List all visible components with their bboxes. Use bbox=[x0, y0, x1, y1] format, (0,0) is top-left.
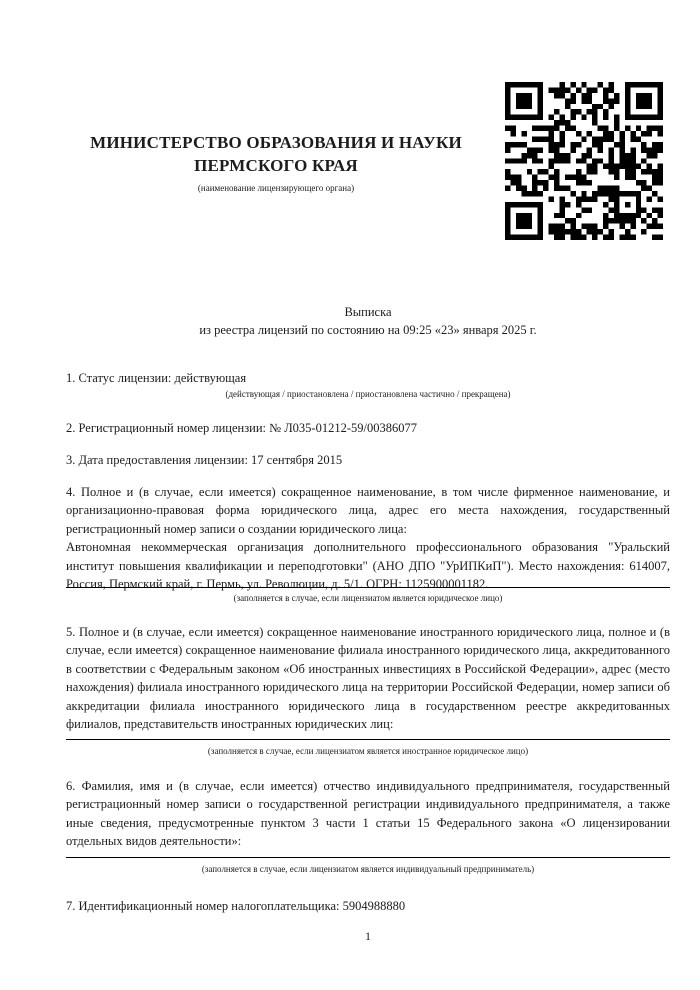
document-title-line1: Выписка bbox=[344, 305, 392, 319]
status-line: 1. Статус лицензии: действующая bbox=[66, 371, 247, 385]
foreign-entity-section bbox=[66, 623, 670, 733]
grant-date-line: 3. Дата предоставления лицензии: 17 сентября 2015 bbox=[66, 453, 343, 467]
entrepreneur-caption: (заполняется в случае, если лицензиатом является индивидуальный предприниматель) bbox=[201, 864, 535, 874]
ministry-name-line1: МИНИСТЕРСТВО ОБРАЗОВАНИЯ И НАУКИ bbox=[90, 133, 462, 152]
ministry-caption: (наименование лицензирующего органа) bbox=[197, 183, 355, 193]
entrepreneur-section bbox=[66, 777, 670, 851]
registration-number-line: 2. Регистрационный номер лицензии: № Л035-01212-59/00386077 bbox=[66, 421, 417, 435]
entrepreneur-fill-line bbox=[66, 857, 670, 858]
legal-entity-section bbox=[66, 483, 670, 593]
qr-code-icon bbox=[505, 82, 663, 240]
legal-entity-fill-line bbox=[66, 587, 670, 588]
legal-entity-value: Автономная некоммерческая организация дополнительного профессионального образования "Уральский институт повышения квалификации и переподготовки" (АНО ДПО "УрИПКиП"). Место нахождения: 614007, Россия, Пермский край, г. Пермь, ул. Революции, д. 5/1. ОГРН: 1125900001182. bbox=[66, 540, 670, 592]
entrepreneur-prompt: 6. Фамилия, имя и (в случае, если имеется) отчество индивидуального предпринимателя, государственный регистрационный номер записи о государственной регистрации индивидуального предпринимателя, а также иные сведения, предусмотренные пунктом 3 части 1 статьи 15 Федерального закона «О лицензировании отдельных видов деятельности»: bbox=[66, 779, 670, 849]
legal-entity-caption: (заполняется в случае, если лицензиатом является юридическое лицо) bbox=[233, 593, 503, 603]
document-title-line2: из реестра лицензий по состоянию на 09:25 «23» января 2025 г. bbox=[199, 322, 537, 337]
legal-entity-prompt: 4. Полное и (в случае, если имеется) сокращенное наименование, в том числе фирменное наименование, и организационно-правовая форма юридического лица, адрес его места нахождения, государственный регистрационный номер записи о создании юридического лица: bbox=[66, 485, 670, 536]
page-number: 1 bbox=[365, 929, 371, 943]
foreign-entity-prompt: 5. Полное и (в случае, если имеется) сокращенное наименование иностранного юридического лица, полное и (в случае, если имеется) сокращенное наименование филиала иностранного юридического лица, аккредитованного в соответствии с Федеральным законом «Об иностранных инвестициях в Российской Федерации», адрес (место нахождения) филиала иностранного юридического лица на территории Российской Федерации, номер записи об аккредитации филиала иностранного юридического лица в государственном реестре аккредитованных филиалов, представительств иностранных юридических лиц: bbox=[66, 625, 670, 732]
inn-line: 7. Идентификационный номер налогоплательщика: 5904988880 bbox=[66, 899, 406, 913]
foreign-entity-caption: (заполняется в случае, если лицензиатом является иностранное юридическое лицо) bbox=[207, 746, 529, 756]
ministry-header bbox=[56, 131, 496, 193]
ministry-name-line2: ПЕРМСКОГО КРАЯ bbox=[194, 156, 358, 175]
document-title bbox=[66, 304, 670, 339]
foreign-entity-fill-line bbox=[66, 739, 670, 740]
status-options-caption: (действующая / приостановлена / приостановлена частично / прекращена) bbox=[225, 389, 511, 399]
